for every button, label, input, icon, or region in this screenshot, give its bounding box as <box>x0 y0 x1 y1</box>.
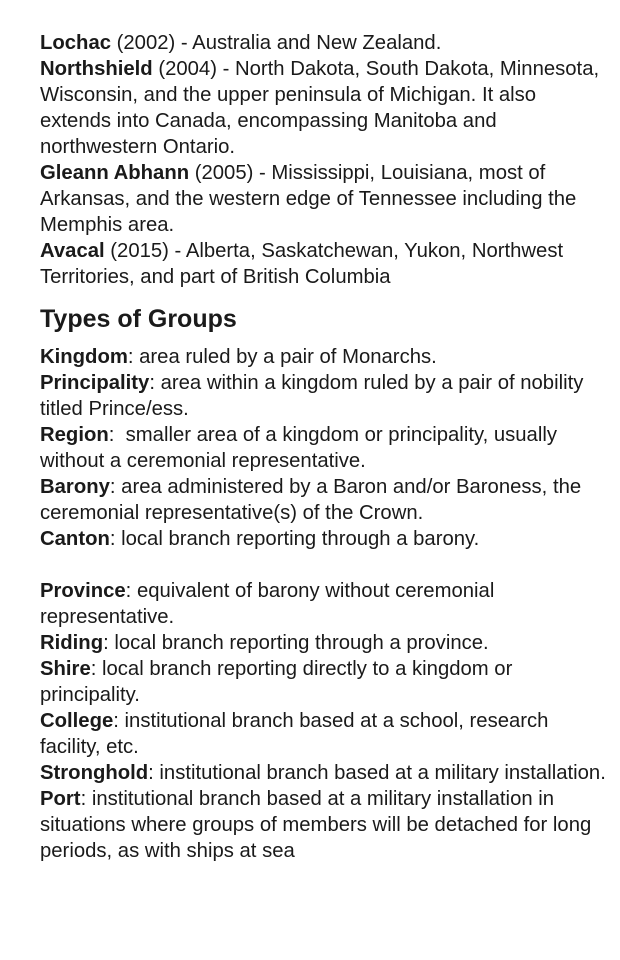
kingdom-entry-northshield <box>40 56 606 160</box>
kingdom-entry-avacal <box>40 238 606 290</box>
group-type-definition: : institutional branch based at a military installation. <box>148 762 606 784</box>
group-type-name: Kingdom <box>40 346 128 368</box>
kingdom-description: (2004) - North Dakota, South Dakota, Minnesota, Wisconsin, and the upper peninsula of Michigan. It also extends into Canada, encompassing Manitoba and northwestern Ontario. <box>40 58 600 158</box>
group-type-definition: : area within a kingdom ruled by a pair of nobility titled Prince/ess. <box>40 372 584 420</box>
group-type-definition: : local branch reporting through a barony. <box>109 528 480 550</box>
group-type-definition: : equivalent of barony without ceremonial representative. <box>40 580 495 628</box>
section-heading: Types of Groups <box>40 305 237 333</box>
kingdom-description: (2015) - Alberta, Saskatchewan, Yukon, Northwest Territories, and part of British Columbia <box>40 240 564 288</box>
group-type-definition: : local branch reporting through a province. <box>103 632 489 654</box>
group-type-name: Riding <box>40 632 104 654</box>
group-type-name: Principality <box>40 372 150 394</box>
group-type-stronghold <box>40 760 606 786</box>
paragraph-spacer <box>40 552 606 578</box>
group-type-definition: : institutional branch based at a school, research facility, etc. <box>40 710 549 758</box>
kingdom-description: (2002) - Australia and New Zealand. <box>111 32 442 54</box>
group-type-definition: : local branch reporting directly to a kingdom or principality. <box>40 658 513 706</box>
group-type-name: Province <box>40 580 126 602</box>
group-type-name: Region <box>40 424 109 446</box>
kingdom-entry-lochac <box>40 30 606 56</box>
group-type-definition: : smaller area of a kingdom or principality, usually without a ceremonial representative. <box>40 424 563 472</box>
kingdom-name: Gleann Abhann <box>40 162 190 184</box>
group-type-name: Barony <box>40 476 110 498</box>
group-type-region <box>40 422 606 474</box>
group-type-name: College <box>40 710 114 732</box>
group-type-barony <box>40 474 606 526</box>
group-type-name: Stronghold <box>40 762 149 784</box>
group-type-college <box>40 708 606 760</box>
group-type-definition: : area ruled by a pair of Monarchs. <box>127 346 437 368</box>
group-type-shire <box>40 656 606 708</box>
group-type-canton <box>40 526 606 552</box>
group-type-principality <box>40 370 606 422</box>
kingdom-list <box>40 30 606 290</box>
kingdom-description: (2005) - Mississippi, Louisiana, most of Arkansas, and the western edge of Tennessee including the Memphis area. <box>40 162 577 236</box>
group-type-name: Port <box>40 788 81 810</box>
group-type-kingdom <box>40 344 606 370</box>
kingdom-name: Avacal <box>40 240 105 262</box>
kingdom-entry-gleann-abhann <box>40 160 606 238</box>
kingdom-name: Lochac <box>40 32 112 54</box>
group-type-name: Shire <box>40 658 91 680</box>
group-type-riding <box>40 630 606 656</box>
group-type-name: Canton <box>40 528 110 550</box>
group-type-province <box>40 578 606 630</box>
kingdom-name: Northshield <box>40 58 153 80</box>
group-type-definition: : area administered by a Baron and/or Baroness, the ceremonial representative(s) of the Crown. <box>40 476 582 524</box>
group-type-port <box>40 786 606 864</box>
group-type-definition: : institutional branch based at a military installation in situations where groups of members will be detached for long periods, as with ships at sea <box>40 788 592 862</box>
group-type-list <box>40 344 606 864</box>
